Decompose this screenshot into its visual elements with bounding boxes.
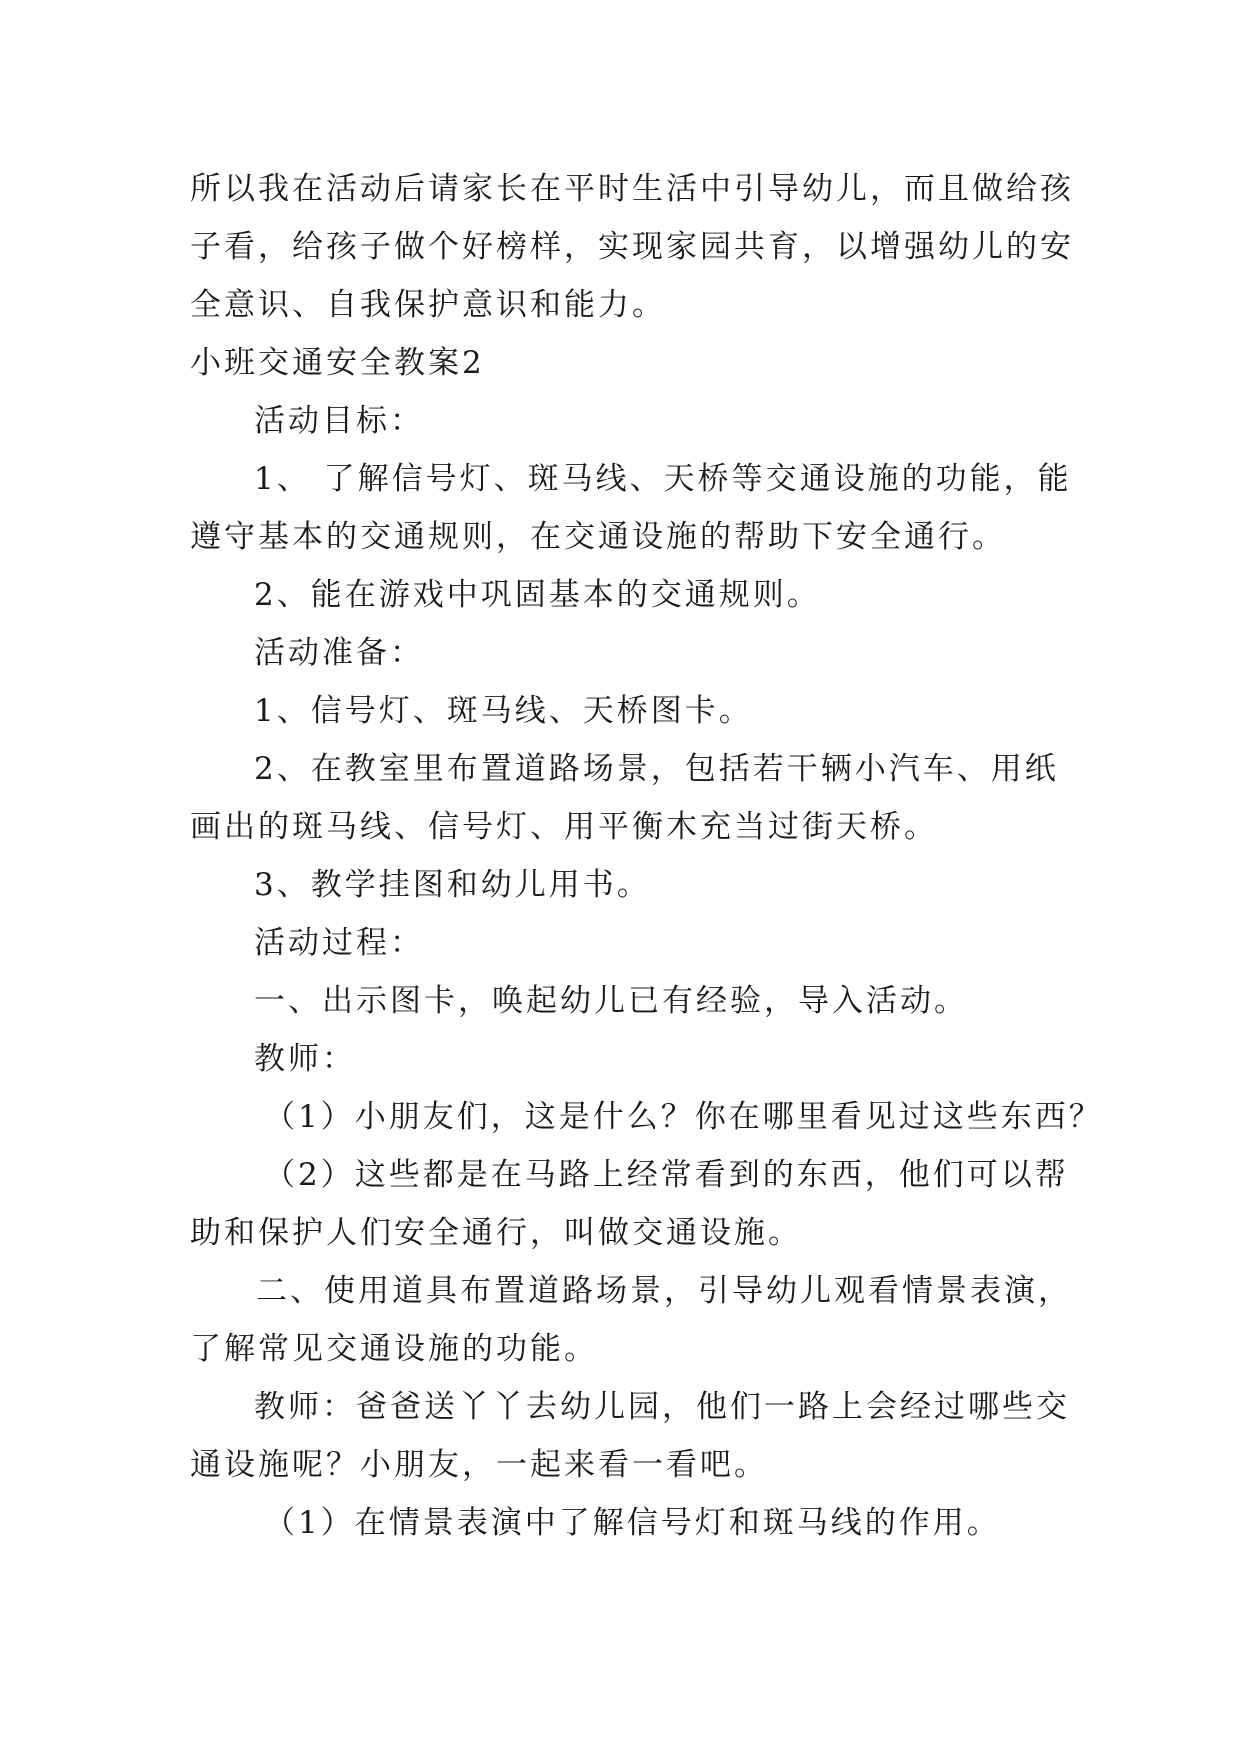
paragraph-line: 2、能在游戏中巩固基本的交通规则。	[254, 577, 821, 613]
paragraph-line: 2、在教室里布置道路场景，包括若干辆小汽车、用纸	[254, 751, 1059, 787]
section-title: 小班交通安全教案2	[190, 345, 485, 381]
paragraph-line: 子看，给孩子做个好榜样，实现家园共育，以增强幼儿的安	[190, 229, 1074, 265]
paragraph-line: 1、 了解信号灯、斑马线、天桥等交通设施的功能，能	[254, 461, 1072, 497]
document-body	[190, 160, 1103, 1552]
paragraph-line: 画出的斑马线、信号灯、用平衡木充当过街天桥。	[190, 809, 938, 845]
paragraph-line: 通设施呢？小朋友，一起来看一看吧。	[190, 1447, 768, 1483]
paragraph-line: 助和保护人们安全通行，叫做交通设施。	[190, 1215, 802, 1251]
paragraph-line: 了解常见交通设施的功能。	[190, 1331, 598, 1367]
paragraph-line: 教师：爸爸送丫丫去幼儿园，他们一路上会经过哪些交	[254, 1389, 1070, 1425]
heading-activity-preparation: 活动准备：	[254, 635, 424, 671]
paragraph-line: （1）小朋友们，这是什么？你在哪里看见过这些东西？	[264, 1099, 1103, 1135]
paragraph-line: 所以我在活动后请家长在平时生活中引导幼儿，而且做给孩	[190, 171, 1074, 207]
paragraph-line: 1、信号灯、斑马线、天桥图卡。	[254, 693, 753, 729]
paragraph-line: （2）这些都是在马路上经常看到的东西，他们可以帮	[264, 1157, 1069, 1193]
heading-activity-goals: 活动目标：	[254, 403, 424, 439]
paragraph-line: 遵守基本的交通规则，在交通设施的帮助下安全通行。	[190, 519, 1006, 555]
paragraph-line: 全意识、自我保护意识和能力。	[190, 287, 666, 323]
paragraph-line: 3、教学挂图和幼儿用书。	[254, 867, 651, 903]
heading-activity-process: 活动过程：	[254, 925, 424, 961]
paragraph-line: 二、使用道具布置道路场景，引导幼儿观看情景表演，	[256, 1273, 1072, 1309]
paragraph-line: （1）在情景表演中了解信号灯和斑马线的作用。	[264, 1505, 1001, 1541]
paragraph-line: 教师：	[254, 1041, 356, 1077]
paragraph-line: 一、出示图卡，唤起幼儿已有经验，导入活动。	[254, 983, 968, 1019]
